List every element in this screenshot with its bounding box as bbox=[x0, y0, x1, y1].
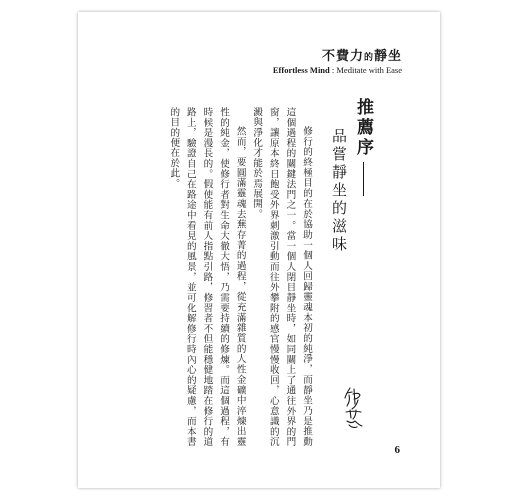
page-number: 6 bbox=[394, 444, 400, 456]
body-paragraph-1: 修行的終極目的在於協助一個人回歸靈魂本初的純淨，而靜坐乃是推動這個過程的關鍵法門之一。當一個人閉目靜坐時，如同關上了通往外界的門窗，讓原本終日飽受外界刺激引動而往外攀附的感官慢慢收回，心意識的沉澱與淨化才能於焉展開。 bbox=[251, 107, 312, 447]
title-rule bbox=[363, 162, 364, 196]
book-page bbox=[78, 12, 440, 488]
running-header-subtitle bbox=[273, 65, 402, 75]
header-title-main: 不費力 bbox=[321, 49, 364, 64]
section-subtitle: 品嘗靜坐的滋味 bbox=[330, 128, 348, 254]
body-paragraph-2: 然而，要圓滿靈魂去蕪存菁的過程，從充滿雜質的人性金礦中淬煉出靈性的純金，使修行者對生命大徹大悟，乃需要持續的修煉。而這個過程，有時候是漫長的。假使能有前人指點引路，修習者不但能穩健地踏在修行的道路上，驗證自己在路途中看見的風景，並可化解修行時內心的疑慮，而本書的目的便在於此。 bbox=[168, 107, 246, 447]
section-title-text: 推薦序 bbox=[353, 98, 373, 158]
header-subtitle-rest: : Meditate with Ease bbox=[329, 65, 402, 75]
running-header-title bbox=[322, 45, 402, 64]
header-title-particle: 的 bbox=[363, 53, 374, 63]
body-text bbox=[114, 107, 314, 447]
section-title bbox=[354, 98, 371, 196]
header-subtitle-bold: Effortless Mind bbox=[272, 65, 330, 75]
header-title-end: 靜坐 bbox=[373, 49, 402, 64]
signature-icon bbox=[341, 385, 367, 431]
